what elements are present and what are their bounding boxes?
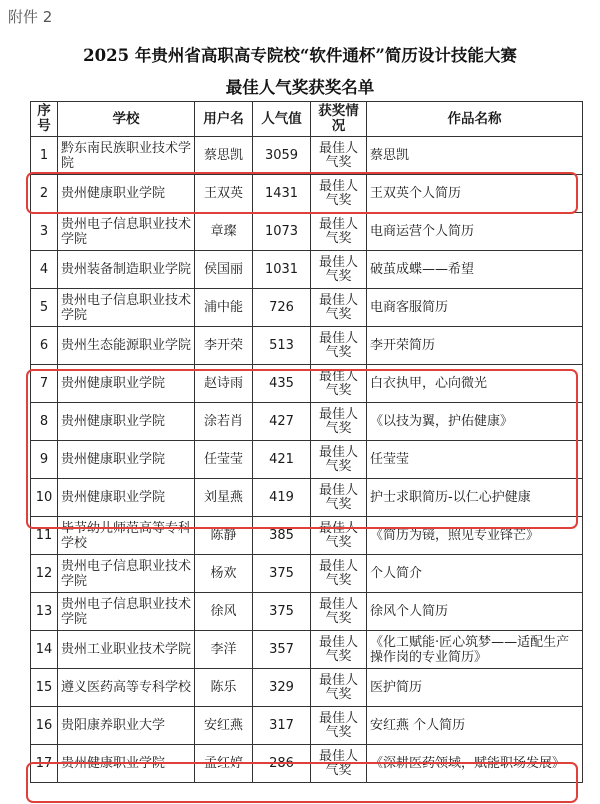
cell-award: 最佳人气奖 (311, 137, 367, 175)
cell-user: 孟红婷 (195, 745, 253, 783)
cell-school: 毕节幼儿师范高等专科学校 (58, 517, 195, 555)
cell-no: 8 (31, 403, 58, 441)
cell-school: 贵州健康职业学院 (58, 175, 195, 213)
cell-popularity: 357 (253, 631, 311, 669)
header-popularity: 人气值 (253, 102, 311, 137)
cell-award: 最佳人气奖 (311, 213, 367, 251)
cell-award: 最佳人气奖 (311, 479, 367, 517)
cell-award: 最佳人气奖 (311, 403, 367, 441)
cell-school: 遵义医药高等专科学校 (58, 669, 195, 707)
cell-work: 《深耕医药领域，赋能职场发展》 (367, 745, 583, 783)
cell-work: 《化工赋能·匠心筑梦——适配生产操作岗的专业简历》 (367, 631, 583, 669)
cell-school: 贵州电子信息职业技术学院 (58, 555, 195, 593)
table-row (31, 327, 583, 365)
table-row (31, 707, 583, 745)
document-title: 2025 年贵州省高职高专院校“软件通杯”简历设计技能大赛 (83, 46, 517, 65)
cell-no: 11 (31, 517, 58, 555)
table-row (31, 365, 583, 403)
table-header-row (31, 102, 583, 137)
header-school: 学校 (58, 102, 195, 137)
cell-no: 16 (31, 707, 58, 745)
cell-work: 安红燕 个人简历 (367, 707, 583, 745)
cell-popularity: 419 (253, 479, 311, 517)
table-row (31, 441, 583, 479)
cell-work: 白衣执甲，心向微光 (367, 365, 583, 403)
cell-popularity: 317 (253, 707, 311, 745)
cell-popularity: 385 (253, 517, 311, 555)
cell-school: 贵州电子信息职业技术学院 (58, 593, 195, 631)
cell-work: 电商运营个人简历 (367, 213, 583, 251)
cell-popularity: 1431 (253, 175, 311, 213)
cell-school: 贵州电子信息职业技术学院 (58, 289, 195, 327)
cell-award: 最佳人气奖 (311, 441, 367, 479)
header-work: 作品名称 (367, 102, 583, 137)
cell-popularity: 1073 (253, 213, 311, 251)
cell-user: 杨欢 (195, 555, 253, 593)
cell-user: 侯国丽 (195, 251, 253, 289)
cell-popularity: 421 (253, 441, 311, 479)
table-row (31, 251, 583, 289)
header-award: 获奖情况 (311, 102, 367, 137)
cell-award: 最佳人气奖 (311, 365, 367, 403)
cell-no: 3 (31, 213, 58, 251)
cell-popularity: 726 (253, 289, 311, 327)
cell-school: 贵州电子信息职业技术学院 (58, 213, 195, 251)
cell-user: 安红燕 (195, 707, 253, 745)
table-row (31, 593, 583, 631)
table-row (31, 517, 583, 555)
cell-user: 赵诗雨 (195, 365, 253, 403)
cell-user: 李洋 (195, 631, 253, 669)
cell-user: 陈乐 (195, 669, 253, 707)
cell-work: 《以技为翼，护佑健康》 (367, 403, 583, 441)
cell-no: 10 (31, 479, 58, 517)
cell-work: 破茧成蝶——希望 (367, 251, 583, 289)
cell-popularity: 513 (253, 327, 311, 365)
cell-no: 1 (31, 137, 58, 175)
cell-school: 贵阳康养职业大学 (58, 707, 195, 745)
cell-popularity: 1031 (253, 251, 311, 289)
cell-work: 徐风个人简历 (367, 593, 583, 631)
cell-award: 最佳人气奖 (311, 327, 367, 365)
cell-work: 电商客服简历 (367, 289, 583, 327)
cell-award: 最佳人气奖 (311, 251, 367, 289)
table-row (31, 289, 583, 327)
cell-work: 任莹莹 (367, 441, 583, 479)
cell-school: 黔东南民族职业技术学院 (58, 137, 195, 175)
cell-award: 最佳人气奖 (311, 745, 367, 783)
cell-award: 最佳人气奖 (311, 517, 367, 555)
document-subtitle: 最佳人气奖获奖名单 (225, 78, 375, 97)
header-no: 序号 (31, 102, 58, 137)
cell-no: 6 (31, 327, 58, 365)
cell-school: 贵州健康职业学院 (58, 479, 195, 517)
cell-work: 李开荣简历 (367, 327, 583, 365)
cell-popularity: 427 (253, 403, 311, 441)
cell-work: 个人简介 (367, 555, 583, 593)
cell-user: 刘星燕 (195, 479, 253, 517)
cell-award: 最佳人气奖 (311, 631, 367, 669)
table-row (31, 669, 583, 707)
cell-no: 4 (31, 251, 58, 289)
cell-work: 蔡思凯 (367, 137, 583, 175)
cell-work: 护士求职简历-以仁心护健康 (367, 479, 583, 517)
table-row (31, 555, 583, 593)
cell-popularity: 375 (253, 555, 311, 593)
cell-user: 李开荣 (195, 327, 253, 365)
table-row (31, 213, 583, 251)
cell-work: 王双英个人简历 (367, 175, 583, 213)
cell-award: 最佳人气奖 (311, 669, 367, 707)
cell-popularity: 3059 (253, 137, 311, 175)
cell-popularity: 286 (253, 745, 311, 783)
cell-school: 贵州健康职业学院 (58, 441, 195, 479)
cell-user: 任莹莹 (195, 441, 253, 479)
cell-user: 陈静 (195, 517, 253, 555)
table-row (31, 745, 583, 783)
cell-award: 最佳人气奖 (311, 175, 367, 213)
cell-user: 涂若肖 (195, 403, 253, 441)
cell-popularity: 435 (253, 365, 311, 403)
table-row (31, 403, 583, 441)
annex-label: 附件 2 (8, 8, 53, 26)
cell-award: 最佳人气奖 (311, 555, 367, 593)
cell-work: 医护简历 (367, 669, 583, 707)
cell-school: 贵州健康职业学院 (58, 745, 195, 783)
cell-school: 贵州装备制造职业学院 (58, 251, 195, 289)
cell-no: 15 (31, 669, 58, 707)
cell-user: 浦中能 (195, 289, 253, 327)
cell-work: 《简历为镜，照见专业锋芒》 (367, 517, 583, 555)
cell-user: 王双英 (195, 175, 253, 213)
cell-no: 9 (31, 441, 58, 479)
cell-popularity: 375 (253, 593, 311, 631)
cell-school: 贵州生态能源职业学院 (58, 327, 195, 365)
cell-no: 12 (31, 555, 58, 593)
cell-award: 最佳人气奖 (311, 707, 367, 745)
cell-award: 最佳人气奖 (311, 593, 367, 631)
table-row (31, 137, 583, 175)
cell-school: 贵州健康职业学院 (58, 403, 195, 441)
award-table (30, 101, 583, 783)
table-row (31, 175, 583, 213)
cell-no: 13 (31, 593, 58, 631)
header-user: 用户名 (195, 102, 253, 137)
table-body (31, 137, 583, 783)
table-row (31, 631, 583, 669)
cell-user: 蔡思凯 (195, 137, 253, 175)
cell-no: 7 (31, 365, 58, 403)
cell-no: 5 (31, 289, 58, 327)
cell-no: 14 (31, 631, 58, 669)
cell-no: 17 (31, 745, 58, 783)
cell-school: 贵州健康职业学院 (58, 365, 195, 403)
cell-user: 章璨 (195, 213, 253, 251)
cell-popularity: 329 (253, 669, 311, 707)
cell-school: 贵州工业职业技术学院 (58, 631, 195, 669)
table-row (31, 479, 583, 517)
cell-user: 徐风 (195, 593, 253, 631)
cell-no: 2 (31, 175, 58, 213)
cell-award: 最佳人气奖 (311, 289, 367, 327)
